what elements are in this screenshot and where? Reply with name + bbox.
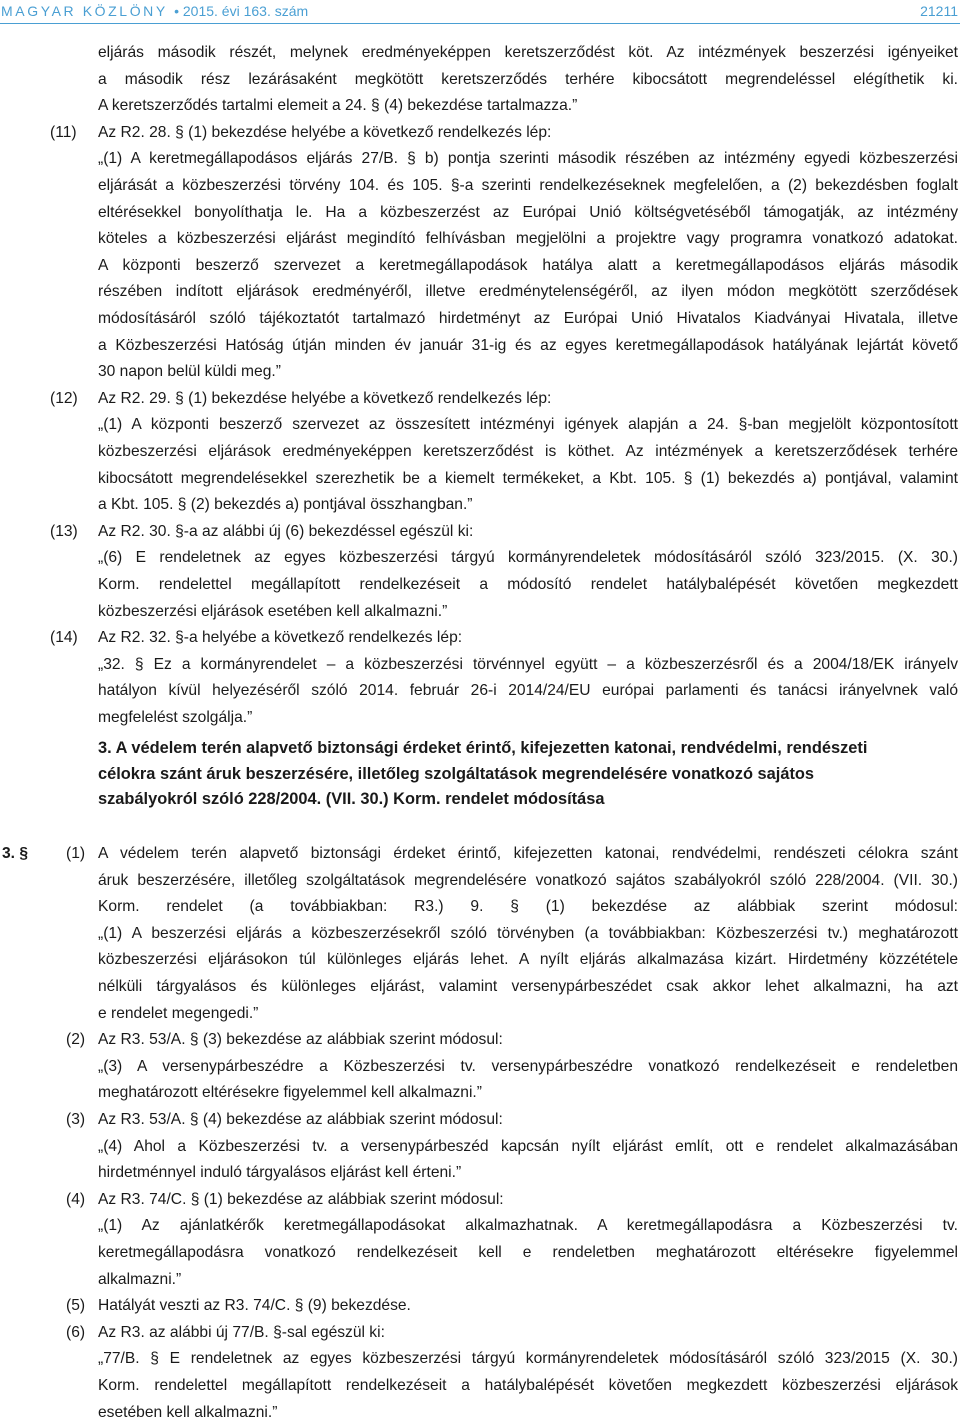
text-line: eljárását a közbeszerzési törvény 104. és 105. §-a szerinti rendelkezéseknek megfelelően, a (2) bekezdésben foglalt [98, 177, 958, 194]
text-line: a Közbeszerzési Hatóság útján minden év január 31-ig és az egyes keretmegállapodások hatályának lejártát követő [98, 336, 958, 354]
item-number: (3) [66, 1111, 86, 1128]
item-number: (2) [66, 1031, 86, 1049]
item-number: (6) [66, 1323, 86, 1341]
heading-line: szabályokról szóló 228/2004. (VII. 30.) Korm. rendelet módosítása [98, 790, 605, 808]
header-left: MAGYAR KÖZLÖNY • 2015. évi 163. szám [1, 3, 309, 19]
text-line: Az R2. 32. §-a helyébe a következő rendelkezés lép: [98, 629, 463, 647]
text-line: „77/B. § E rendeletnek az egyes közbeszerzési tárgyú kormányrendeletek módosításáról szóló 323/2015 (X. 30.) [98, 1350, 958, 1368]
item-number: (12) [50, 389, 78, 407]
page-number: 21211 [920, 3, 958, 19]
text-line: „(1) Az ajánlatkérők keretmegállapodásokat alkalmazhatnak. A keretmegállapodásra a Közbeszerzési tv. [98, 1217, 958, 1235]
text-line: részében indított eljárások eredményéről, illetve eredménytelenségéről, az ilyen módon megkötött szerződések [98, 283, 958, 301]
text-line: „(3) A versenypárbeszédre a Közbeszerzési tv. versenypárbeszédre vonatkozó rendelkezéseit e rendeletben [98, 1057, 958, 1075]
item-number: (13) [50, 522, 78, 540]
text-line: „(6) E rendeletnek az egyes közbeszerzési tárgyú kormányrendeletek módosításáról szóló 323/2015. (X. 30.) [98, 549, 958, 567]
text-line: „(1) A beszerzési eljárás a közbeszerzésekről szóló törvényben (a továbbiakban: Közbeszerzési tv.) meghatározott [98, 924, 958, 942]
issue-label: 2015. évi 163. szám [182, 3, 309, 19]
text-line: megfelelést szolgálja.” [98, 709, 253, 726]
item-number: (1) [66, 845, 86, 862]
item-number: (5) [66, 1297, 86, 1315]
intro-line: a második rész lezárásaként megkötött keretszerződés terhére kibocsátott megrendeléssel elégíthetik ki. [98, 70, 958, 88]
text-line: hirdetménnyel induló tárgyalásos eljárást kell érteni.” [98, 1164, 462, 1182]
text-line: hatályon kívül helyezéséről szóló 2014. február 26-i 2014/24/EU európai parlamenti és tanácsi irányelvnek való [98, 682, 958, 700]
text-line: a Kbt. 105. § (2) bekezdés a) pontjával összhangban.” [98, 496, 473, 514]
text-line: A központi beszerző szervezet a keretmegállapodások hatálya alatt a keretmegállapodásos eljárás második [98, 256, 958, 274]
item-number: (14) [50, 629, 78, 647]
text-line: nélküli tárgyalásos és különleges eljárást, valamint versenypárbeszédet csak akkor lehet alkalmazni, ha azt [98, 978, 958, 995]
text-line: „(1) A központi beszerző szervezet az összesített intézményi igények alapján a 24. §-ban megjelölt központosított [98, 416, 958, 434]
text-line: Az R2. 28. § (1) bekezdése helyébe a következő rendelkezés lép: [98, 123, 552, 141]
text-line: Az R3. 74/C. § (1) bekezdése az alábbiak szerint módosul: [98, 1190, 504, 1208]
item-number: (4) [66, 1190, 86, 1208]
text-line: köteles a közbeszerzési eljárást megindító felhívásban megjelölni a projektre vagy programra vonatkozó adatokat. [98, 230, 958, 248]
text-line: közbeszerzési eljárások esetében kell alkalmazni.” [98, 602, 448, 620]
text-line: „(4) Ahol a Közbeszerzési tv. a versenypárbeszéd kapcsán nyílt eljárást említ, ott e rendelet alkalmazásában [98, 1137, 958, 1155]
text-line: A védelem terén alapvető biztonsági érdeket érintő, kifejezetten katonai, rendvédelmi, rendészeti célokra szánt [98, 845, 958, 862]
heading-line: 3. A védelem terén alapvető biztonsági érdeket érintő, kifejezetten katonai, rendvédelmi, rendészeti [98, 739, 868, 757]
text-line: módosításáról szóló tájékoztatót tartalmazó hirdetményt az Európai Unió Hivatalos Kiadványai Hivatala, illetve [98, 310, 958, 327]
heading-line: célokra szánt áruk beszerzésére, illetőleg szolgáltatások megrendelésére vonatkozó sajátos [98, 764, 815, 783]
text-line: Az R3. 53/A. § (4) bekezdése az alábbiak szerint módosul: [98, 1111, 503, 1128]
text-line: „(1) A keretmegállapodásos eljárás 27/B. § b) pontja szerinti második részében az intézmény egyedi közbeszerzési [98, 150, 958, 168]
text-line: „32. § Ez a kormányrendelet – a közbeszerzési törvénnyel együtt – a közbeszerzésről és a 2004/18/EK irányelv [98, 655, 958, 673]
journal-title: MAGYAR KÖZLÖNY [1, 3, 168, 19]
text-line: Az R2. 30. §-a az alábbi új (6) bekezdéssel egészül ki: [98, 522, 474, 540]
text-line: Hatályát veszti az R3. 74/C. § (9) bekezdése. [98, 1297, 411, 1315]
text-line: meghatározott eltérésekre figyelemmel kell alkalmazni.” [98, 1084, 482, 1102]
text-line: közbeszerzési eljárásokon túl különleges eljárás lehet. A nyílt eljárás alkalmazása kizárt. Hirdetmény közzététele [98, 951, 958, 969]
text-line: e rendelet megengedi.” [98, 1004, 259, 1022]
text-line: Az R3. 53/A. § (3) bekezdése az alábbiak szerint módosul: [98, 1031, 503, 1049]
text-line: Az R3. az alábbi új 77/B. §-sal egészül ki: [98, 1323, 385, 1341]
text-line: közbeszerzési eljárások eredményeképpen keretszerződést is köthet. Az intézmények a keretszerződések terhére [98, 443, 958, 460]
intro-line: A keretszerződés tartalmi elemeit a 24. § (4) bekezdése tartalmazza.” [98, 97, 578, 115]
item-number: (11) [50, 123, 77, 141]
section-heading [98, 736, 868, 813]
text-line: Korm. rendelet (a továbbiakban: R3.) 9. § (1) bekezdése az alábbiak szerint módosul: [98, 898, 958, 916]
text-line: eltérésekkel bonyolíthatja le. Ha a közbeszerzést az Európai Unió költségvetéséből támogatják, az intézmény [98, 203, 958, 221]
text-line: 30 napon belül küldi meg.” [98, 363, 281, 381]
intro-line: eljárás második részét, melynek eredményeképpen keretszerződést köt. Az intézmények beszerzési igényeiket [98, 44, 958, 61]
text-line: áruk beszerzésére, illetőleg szolgáltatások megrendelésére vonatkozó sajátos szabályokról szóló 228/2004. (VII. 30.) [98, 871, 958, 889]
page-header [0, 0, 960, 24]
section-number: 3. § [2, 845, 29, 862]
text-line: esetében kell alkalmazni.” [98, 1403, 278, 1421]
text-line: Korm. rendelettel megállapított rendelkezéseit a módosító rendelet hatálybalépését követően megkezdett [98, 576, 958, 593]
text-line: Az R2. 29. § (1) bekezdése helyébe a következő rendelkezés lép: [98, 389, 552, 407]
text-line: kibocsátott megrendelésekkel szerezhetik be a kiemelt termékeket, a Kbt. 105. § (1) bekezdés a) pontjával, valamint [98, 469, 958, 487]
text-line: alkalmazni.” [98, 1270, 182, 1288]
text-line: Korm. rendelettel megállapított rendelkezéseit a hatálybalépését követően megkezdett közbeszerzési eljárások [98, 1377, 958, 1394]
text-line: keretmegállapodásra vonatkozó rendelkezéseit kell e rendeletben meghatározott eltérésekre figyelemmel [98, 1244, 958, 1261]
header-rule [0, 23, 960, 24]
